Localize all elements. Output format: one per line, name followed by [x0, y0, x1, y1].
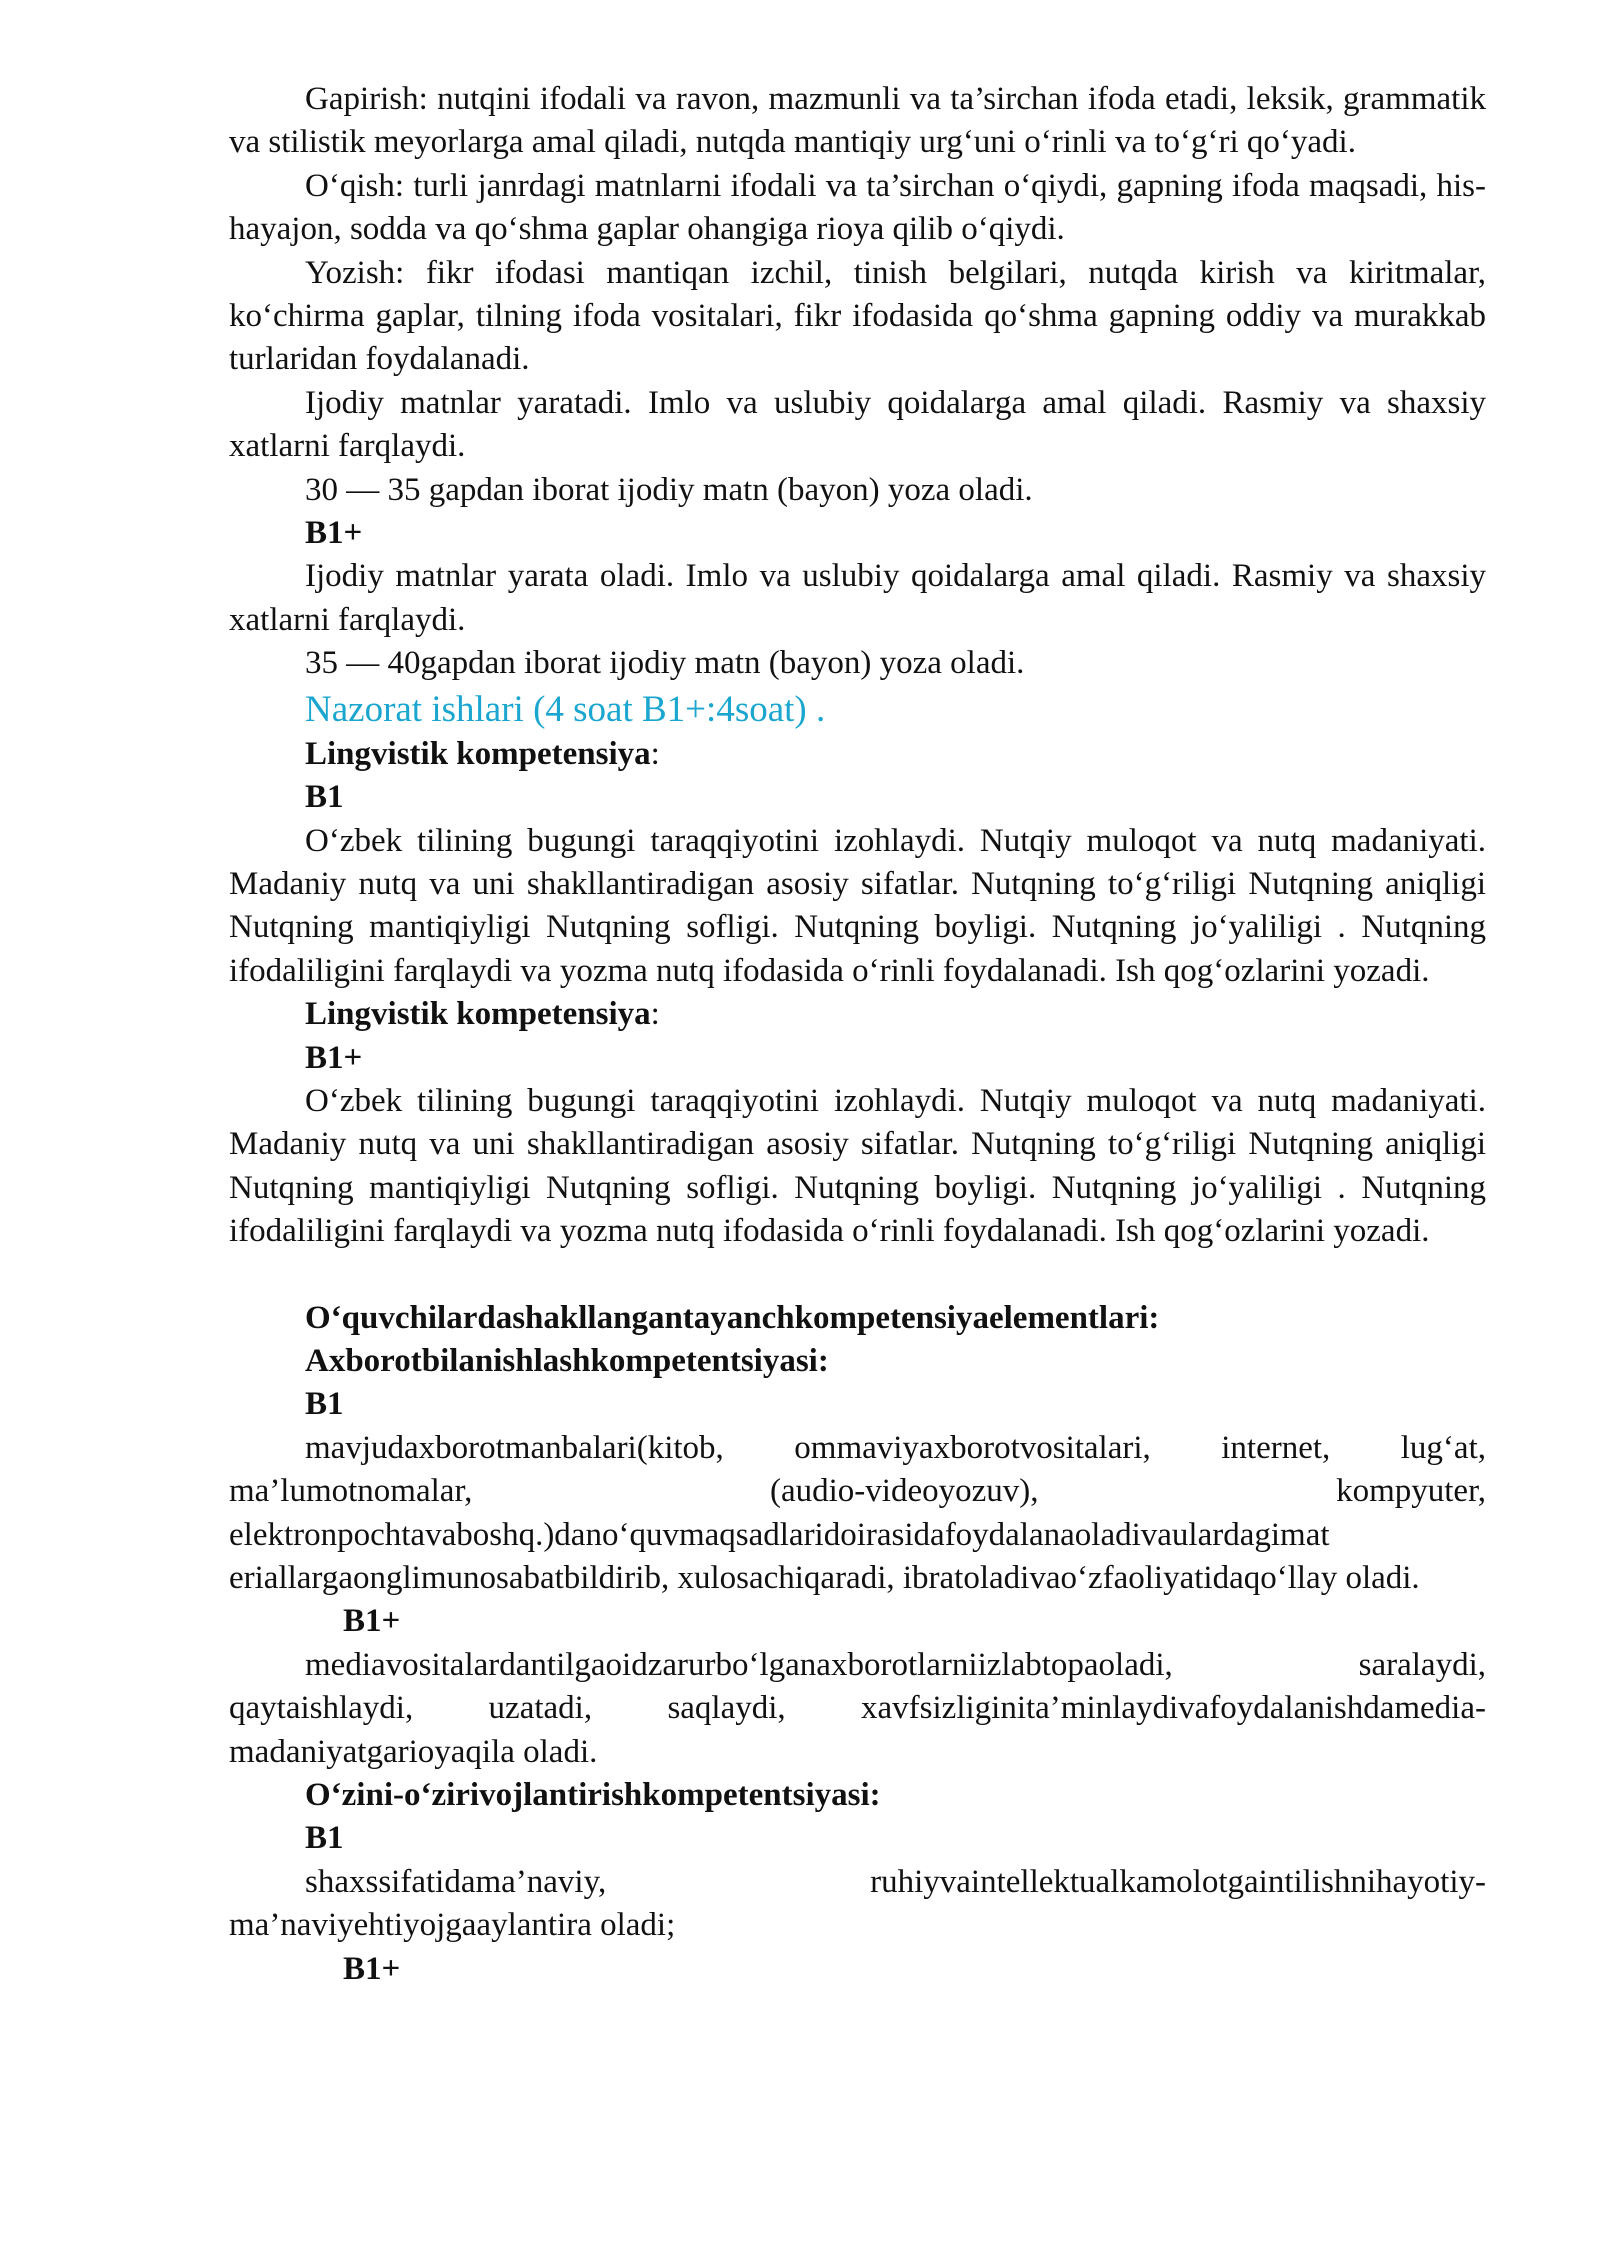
paragraph-gapirish: Gapirish: nutqini ifodali va ravon, mazmunli va ta’sirchan ifoda etadi, leksik, grammatik va stilistik meyorlarga amal qiladi, nutqda mantiqiy urg‘uni o‘rinli va to‘g‘ri qo‘yadi.	[229, 81, 1486, 161]
lingvistik-heading-1-text: Lingvistik kompetensiya	[305, 735, 651, 772]
lingvistik-heading-2-text: Lingvistik kompetensiya	[305, 996, 651, 1033]
paragraph-ozbek-2: O‘zbek tilining bugungi taraqqiyotini izohlaydi. Nutqiy muloqot va nutq madaniyati. Madaniy nutq va uni shakllantiradigan asosiy sifatlar. Nutqning to‘g‘riligi Nutqning aniqligi Nutqning mantiqiyligi Nutqning sofligi. Nutqning boyligi. Nutqning jo‘yaliligi . Nutqning ifodaliligini farqlaydi va yozma nutq ifodasida o‘rinli foydalanadi. Ish qog‘ozlarini yozadi.	[229, 1082, 1486, 1250]
paragraph-ozini-b1: shaxssifatidama’naviy, ruhiyvaintellektualkamolotgaintilishnihayotiy-ma’naviyehtiyojgaaylantira oladi;	[229, 1863, 1486, 1944]
level-heading-b1plus-1: B1+	[305, 515, 363, 552]
paragraph-axborot-b1-line3: eriallargaonglimunosabatbildirib, xulosachiqaradi, ibratoladivao‘zfaoliyatidaqo‘llay oladi.	[229, 1560, 1420, 1596]
paragraph-ozbek-1: O‘zbek tilining bugungi taraqqiyotini izohlaydi. Nutqiy muloqot va nutq madaniyati. Madaniy nutq va uni shakllantiradigan asosiy sifatlar. Nutqning to‘g‘riligi Nutqning aniqligi Nutqning mantiqiyligi Nutqning sofligi. Nutqning boyligi. Nutqning jo‘yaliligi . Nutqning ifodaliligini farqlaydi va yozma nutq ifodasida o‘rinli foydalanadi. Ish qog‘ozlarini yozadi.	[229, 822, 1486, 989]
paragraph-yozish: Yozish: fikr ifodasi mantiqan izchil, tinish belgilari, nutqda kirish va kiritmalar, ko‘chirma gaplar, tilning ifoda vositalari, fikr ifodasida qo‘shma gapning oddiy va murakkab turlaridan foydalanadi.	[229, 254, 1486, 378]
nazorat-heading: Nazorat ishlari (4 soat B1+:4soat) .	[305, 688, 826, 730]
document-page	[229, 78, 1486, 1991]
paragraph-ijodiy-2: Ijodiy matnlar yarata oladi. Imlo va uslubiy qoidalarga amal qiladi. Rasmiy va shaxsiy xatlarni farqlaydi.	[229, 558, 1486, 638]
level-heading-b1-2: B1	[305, 1386, 344, 1423]
level-heading-b1-3: B1	[305, 1820, 344, 1857]
tayanch-kompetensiya-heading: O‘quvchilardashakllangantayanchkompetensiyaelementlari:	[305, 1299, 1160, 1336]
level-heading-b1plus-3: B1+	[343, 1603, 401, 1640]
lingvistik-heading-2	[229, 993, 1486, 1036]
paragraph-bayon-30: 30 — 35 gapdan iborat ijodiy matn (bayon) yoza oladi.	[305, 471, 1033, 508]
paragraph-axborot-b1-line1: mavjudaxborotmanbalari(kitob, ommaviyaxborotvositalari, internet, lug‘at, ma’lumotnomalar, (audio-videoyozuv), kompyuter,	[229, 1429, 1486, 1510]
paragraph-ijodiy-1: Ijodiy matnlar yaratadi. Imlo va uslubiy qoidalarga amal qiladi. Rasmiy va shaxsiy xatlarni farqlaydi.	[229, 384, 1486, 465]
level-heading-b1plus-4: B1+	[343, 1950, 401, 1987]
lingvistik-heading-1-colon: :	[650, 735, 660, 772]
level-heading-b1plus-2: B1+	[305, 1039, 363, 1076]
paragraph-axborot-b1-line2: elektronpochtavaboshq.)dano‘quvmaqsadlaridoirasidafoydalanaoladivaulardagimat	[229, 1516, 1330, 1553]
ozini-rivojlantirish-heading: O‘zini-o‘zirivojlantirishkompetentsiyasi:	[305, 1777, 881, 1814]
paragraph-axborot-b1	[229, 1427, 1486, 1601]
level-heading-b1-1: B1	[305, 779, 344, 816]
paragraph-axborot-b1plus: mediavositalardantilgaoidzarurbo‘lganaxborotlarniizlabtopaoladi, saralaydi, qaytaishlaydi, uzatadi, saqlaydi, xavfsizliginita’minlaydivafoydalanishdamedia-madaniyatgarioyaqila oladi.	[229, 1646, 1486, 1770]
blank-line	[229, 1254, 1486, 1297]
lingvistik-heading-2-colon: :	[650, 996, 660, 1033]
paragraph-bayon-35: 35 — 40gapdan iborat ijodiy matn (bayon) yoza oladi.	[305, 645, 1025, 682]
paragraph-oqish: O‘qish: turli janrdagi matnlarni ifodali va ta’sirchan o‘qiydi, gapning ifoda maqsadi, his-hayajon, sodda va qo‘shma gaplar ohangiga rioya qilib o‘qiydi.	[229, 167, 1486, 248]
lingvistik-heading-1	[229, 733, 1486, 776]
axborot-kompetensiya-heading: Axborotbilanishlashkompetentsiyasi:	[305, 1342, 829, 1379]
